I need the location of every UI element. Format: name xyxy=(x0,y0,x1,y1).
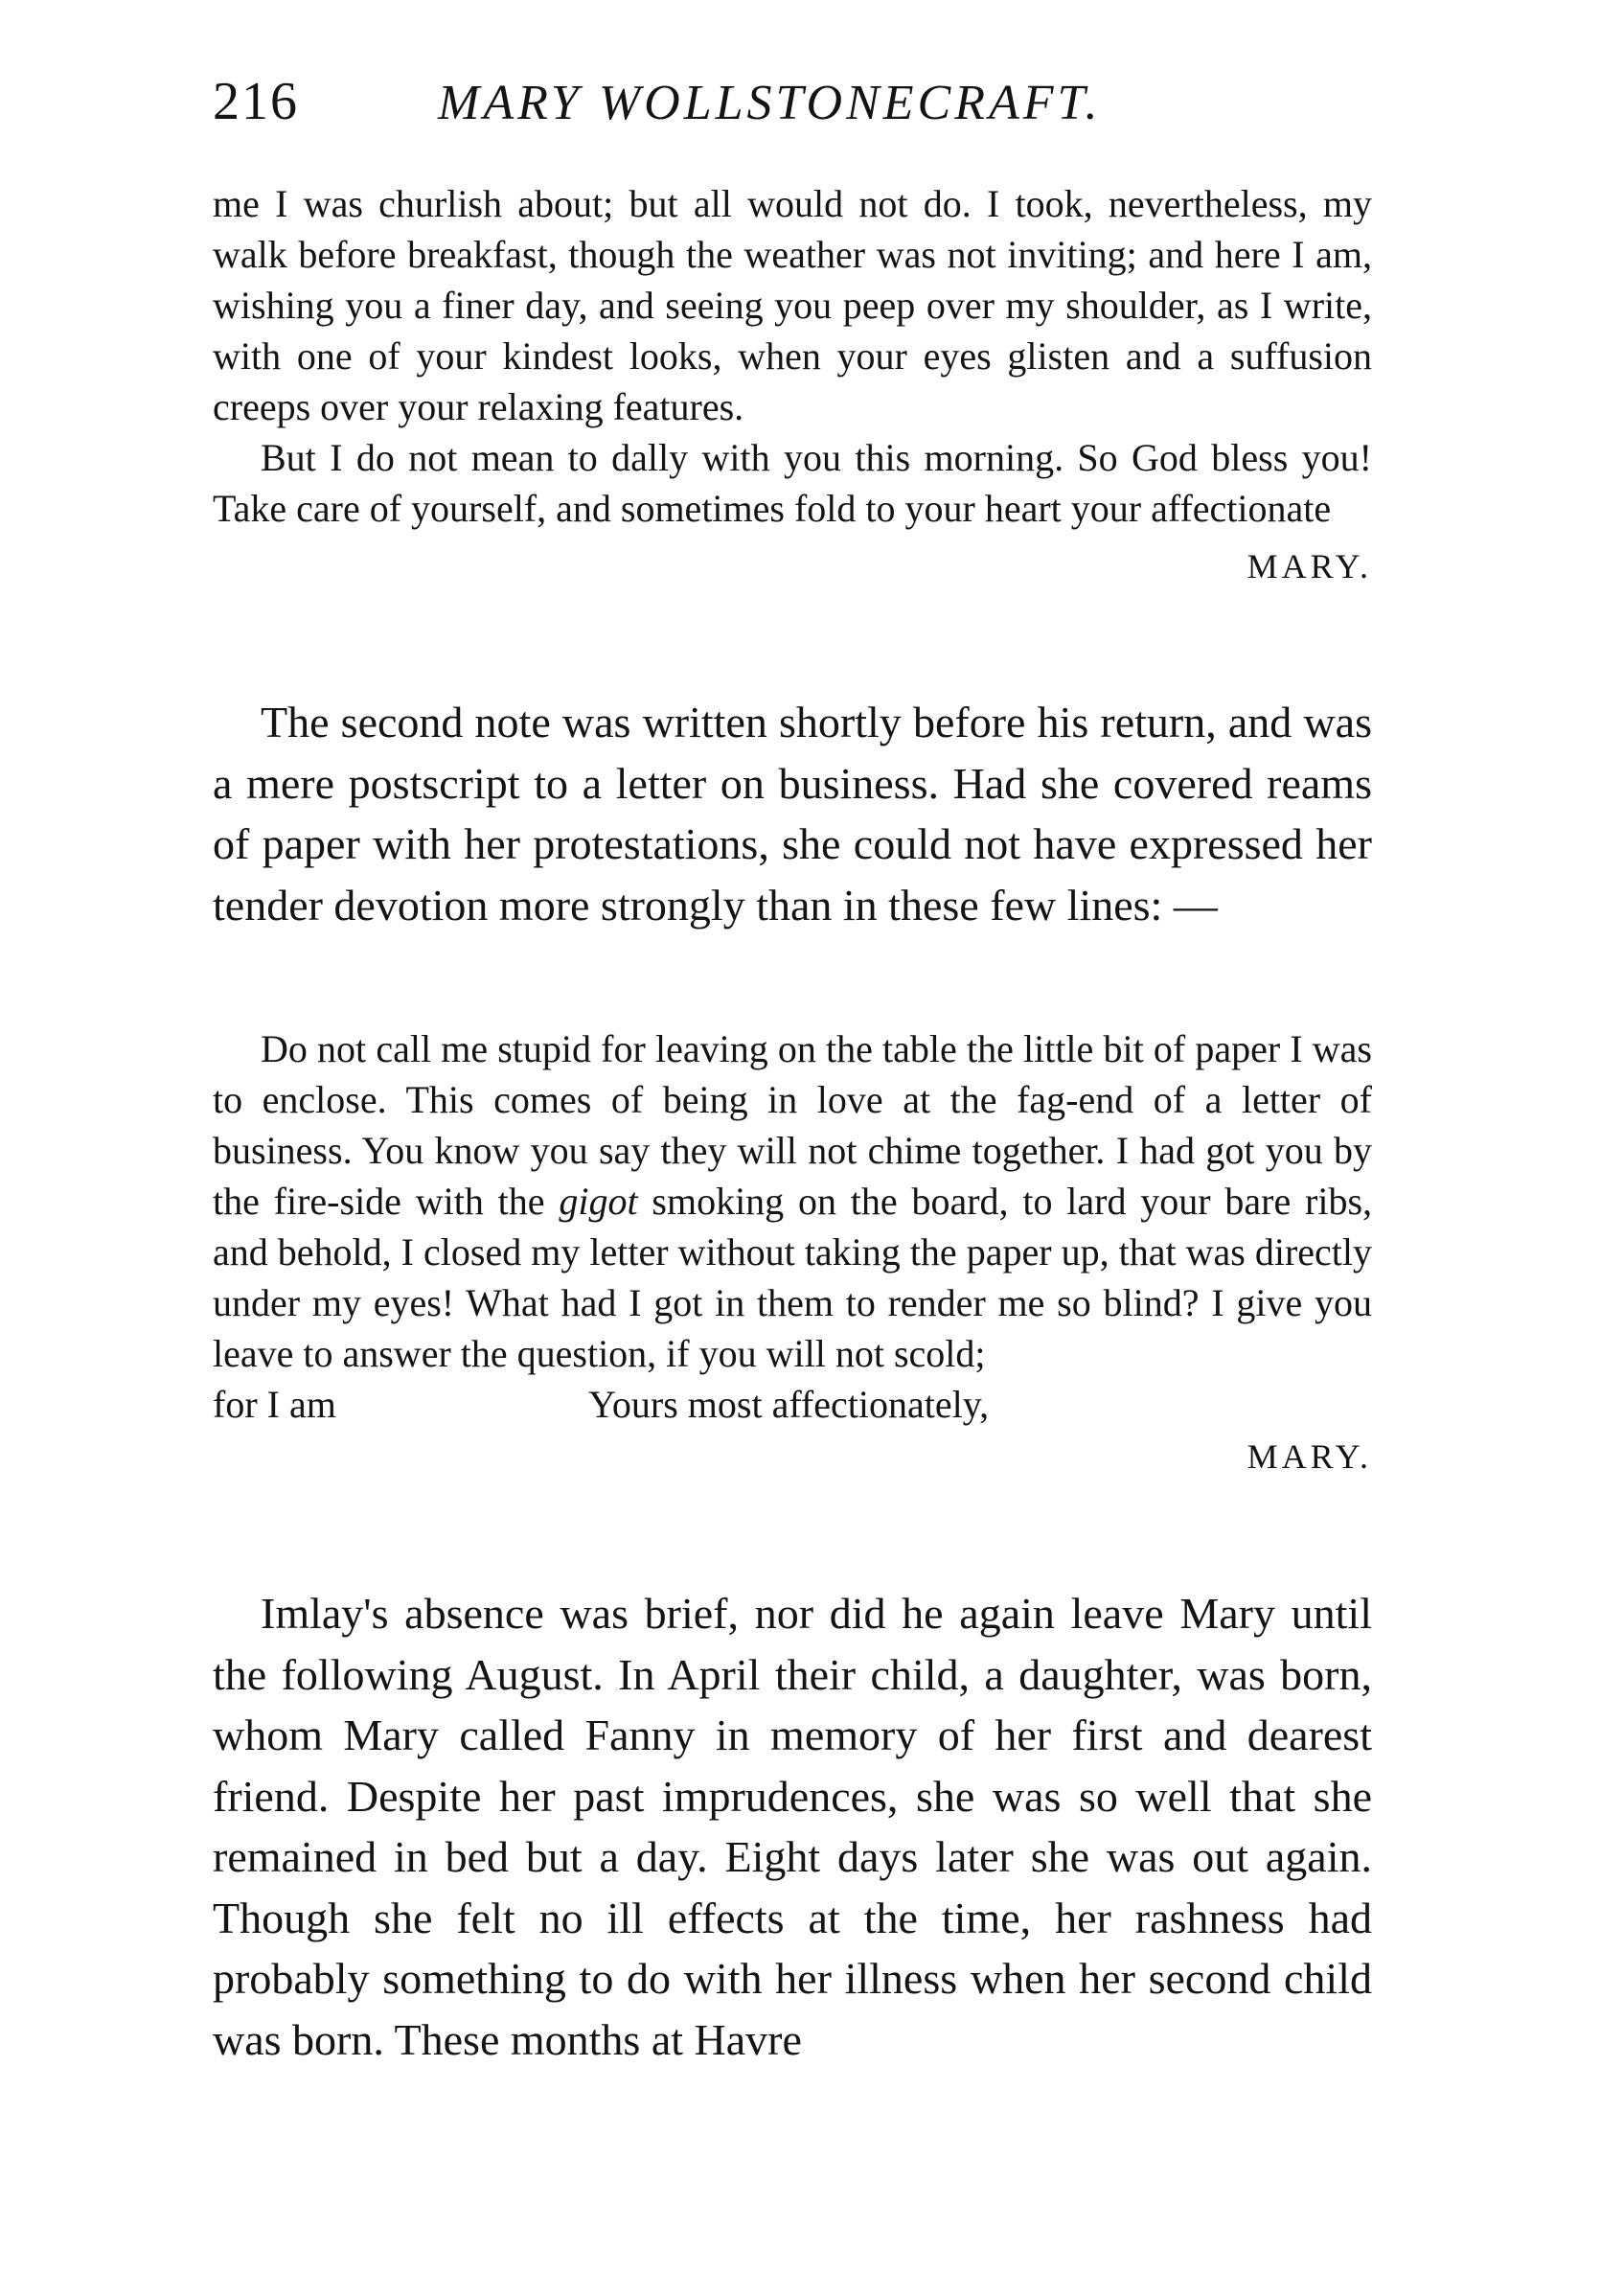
italic-word-gigot: gigot xyxy=(559,1180,638,1223)
letter-one xyxy=(213,178,1372,592)
running-title: MARY WOLLSTONECRAFT. xyxy=(438,76,1102,130)
narrative-paragraph-1 xyxy=(213,692,1372,935)
page-number: 216 xyxy=(213,72,299,131)
letter-two-body xyxy=(213,1023,1372,1379)
letter-one-paragraph-2: But I do not mean to dally with you this morning. So God bless you! Take care of yourself, and sometimes fold to your heart your affectionate xyxy=(213,436,1372,530)
letter-two-closing xyxy=(213,1379,1372,1430)
letter-two-text-before: Do not call me stupid for leaving on the table the little bit of paper I was to enclose. This comes of being in love at the fag-end of a letter of business. You know you say they will not chime together. I had got you by the fire-side with the xyxy=(213,1027,1372,1223)
letter-two-closing-right: Yours most affectionately, xyxy=(588,1383,990,1426)
letter-one-signature: MARY. xyxy=(1246,547,1372,585)
narrative-paragraph-2-text: Imlay's absence was brief, nor did he again leave Mary until the following August. In April their child, a daughter, was born, whom Mary called Fanny in memory of her first and dearest friend. Despite her past imprudences, she was so well that she remained in bed but a day. Eight days later she was out again. Though she felt no ill effects at the time, her rashness had probably something to do with her illness when her second child was born. These months at Havre xyxy=(213,1589,1372,2064)
narrative-paragraph-2 xyxy=(213,1583,1372,2070)
page-header xyxy=(213,71,1382,148)
letter-two xyxy=(213,1023,1372,1482)
letter-two-text-after: smoking on the board, to lard your bare ribs, and behold, I closed my letter without taking the paper up, that was directly under my eyes! What had I got in them to render me so blind? I give you leave to answer the question, if you will not scold; xyxy=(213,1180,1373,1375)
letter-one-paragraph-1: me I was churlish about; but all would not do. I took, nevertheless, my walk before breakfast, though the weather was not inviting; and here I am, wishing you a finer day, and seeing you peep over my shoulder, as I write, with one of your kindest looks, when your eyes glisten and a suffusion creeps over your relaxing features. xyxy=(213,182,1372,428)
letter-two-signature: MARY. xyxy=(1246,1437,1372,1476)
letter-two-closing-left: for I am xyxy=(213,1383,336,1426)
narrative-paragraph-1-text: The second note was written shortly before his return, and was a mere postscript to a letter on business. Had she covered reams of paper with her protestations, she could not have expressed her tender devotion more strongly than in these few lines: — xyxy=(213,698,1372,930)
